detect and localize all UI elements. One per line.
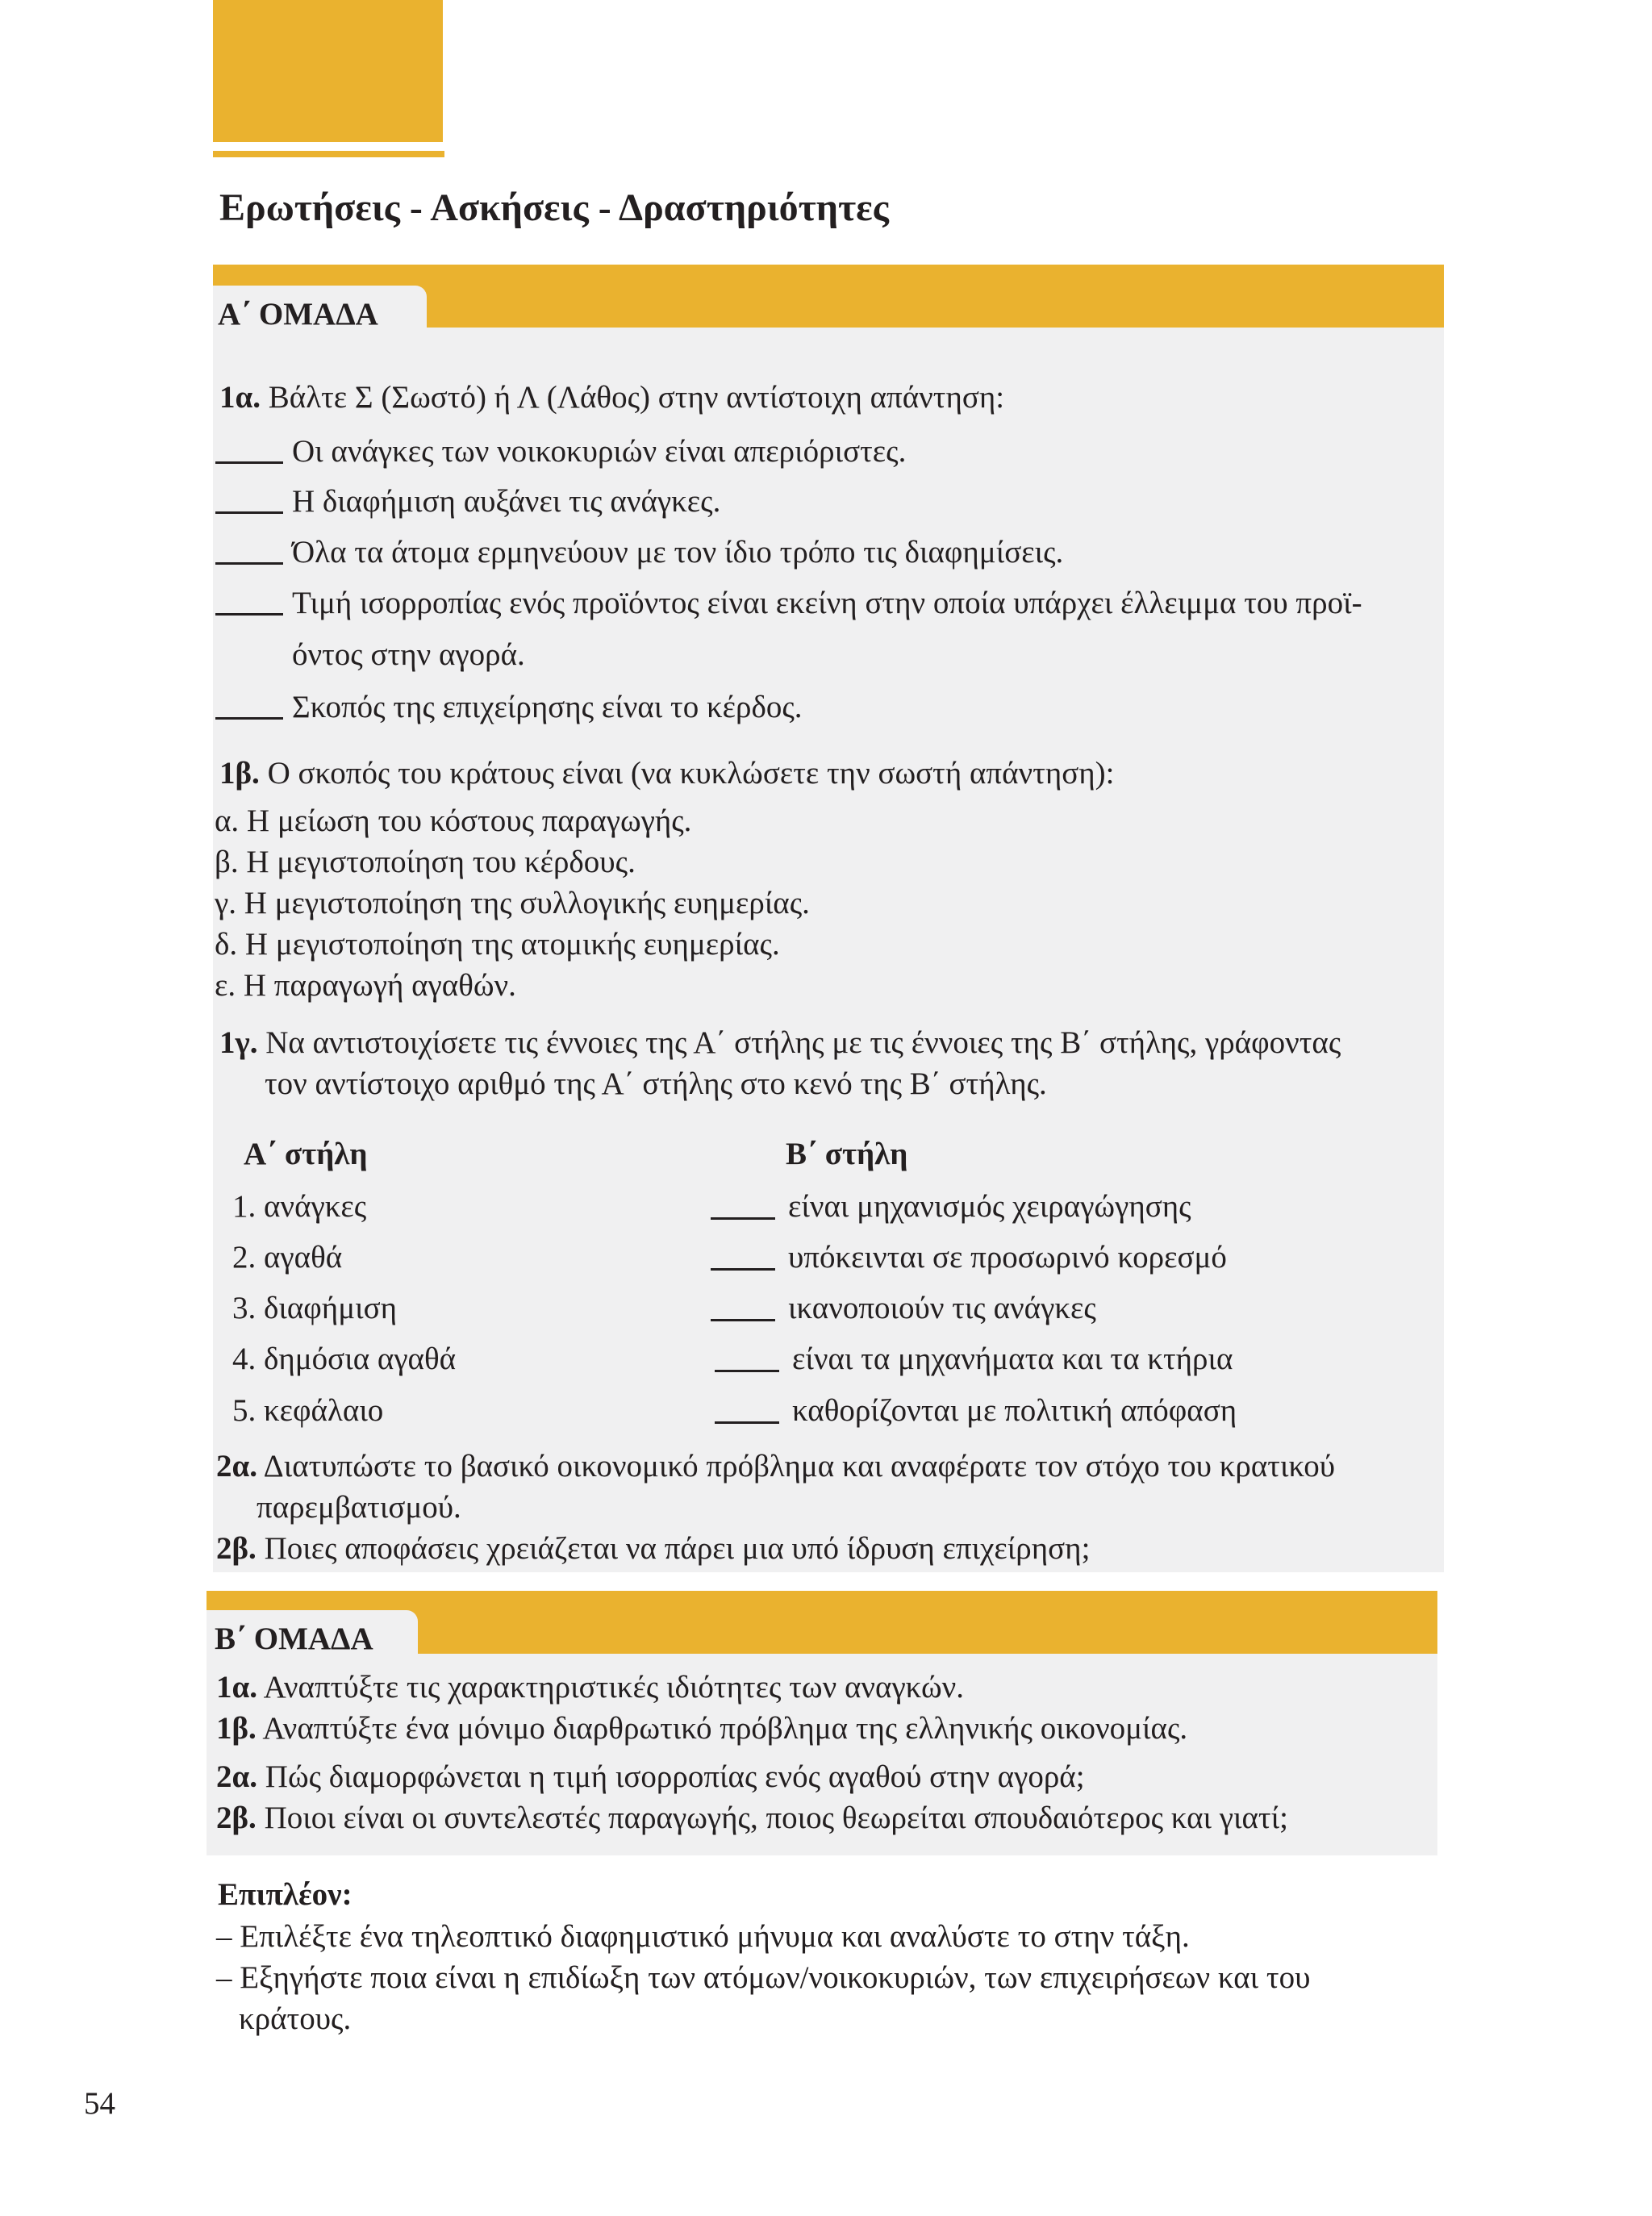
q1a-prompt [219,379,1004,416]
group-b-q1b [216,1710,1187,1747]
extra-heading-text: Επιπλέον: [218,1877,353,1912]
q1a-statement-continuation: όντος στην αγορά. [292,637,525,672]
column-b-heading: Β΄ στήλη [786,1137,908,1171]
column-b-item: υπόκεινται σε προσωρινό κορεσμό [788,1240,1227,1275]
q1b-option: ε. Η παραγωγή αγαθών. [215,968,516,1003]
match-blank [711,1268,775,1271]
q1c-text: Να αντιστοιχίσετε τις έννοιες της Α΄ στήλης με τις έννοιες της Β΄ στήλης, γράφοντας [257,1025,1341,1060]
column-a-heading: Α΄ στήλη [244,1137,368,1171]
q1c-number: 1γ. [219,1025,258,1060]
group-b-q1b-number: 1β. [216,1711,257,1746]
column-b-item: είναι μηχανισμός χειραγώγησης [788,1189,1191,1224]
match-blank [711,1319,775,1321]
q1b-option: δ. Η μεγιστοποίηση της ατομικής ευημερίας. [215,927,780,962]
q1a-text: Βάλτε Σ (Σωστό) ή Λ (Λάθος) στην αντίστοιχη απάντηση: [261,380,1005,415]
extra-item-continuation: κράτους. [239,2001,352,2036]
extra-item: – Εξηγήστε ποια είναι η επιδίωξη των ατόμων/νοικοκυριών, των επιχειρήσεων και του [216,1960,1311,1995]
header-accent-block [213,0,443,142]
q2b-text: Ποιες αποφάσεις χρειάζεται να πάρει μια υπό ίδρυση επιχείρηση; [256,1531,1091,1566]
page-number: 54 [84,2086,115,2121]
q1a-statement: Η διαφήμιση αυξάνει τις ανάγκες. [292,484,721,519]
q1a-statement: Τιμή ισορροπίας ενός προϊόντος είναι εκείνη στην οποία υπάρχει έλλειμμα του προϊ- [292,586,1362,620]
match-blank [715,1421,779,1424]
q2a-prompt [216,1448,1335,1485]
column-b-item: ικανοποιούν τις ανάγκες [788,1291,1096,1325]
q1b-text: Ο σκοπός του κράτους είναι (να κυκλώσετε την σωστή απάντηση): [259,756,1115,791]
column-a-item: 5. κεφάλαιο [232,1393,384,1428]
q1a-number: 1α. [219,380,261,415]
column-b-item: είναι τα μηχανήματα και τα κτήρια [792,1342,1233,1376]
match-blank [715,1370,779,1372]
answer-blank [215,613,283,616]
answer-blank [215,461,283,464]
q1a-statement: Οι ανάγκες των νοικοκυριών είναι απεριόριστες. [292,434,907,469]
group-b-q1b-text: Αναπτύξτε ένα μόνιμο διαρθρωτικό πρόβλημα της ελληνικής οικονομίας. [256,1711,1188,1746]
column-a-item: 1. ανάγκες [232,1189,367,1224]
group-b-q2a-number: 2α. [216,1759,258,1794]
group-b-q1a [216,1669,964,1706]
answer-blank [215,717,283,720]
q1b-option: α. Η μείωση του κόστους παραγωγής. [215,803,692,838]
q1b-option: β. Η μεγιστοποίηση του κέρδους. [215,845,636,879]
group-b-q2a [216,1759,1085,1796]
group-b-q2b-text: Ποιοι είναι οι συντελεστές παραγωγής, ποιος θεωρείται σπουδαιότερος και γιατί; [256,1801,1288,1835]
group-b-q1a-text: Αναπτύξτε τις χαρακτηριστικές ιδιότητες των αναγκών. [257,1670,965,1705]
q1b-prompt [219,755,1115,792]
group-a-label: Α΄ ΟΜΑΔΑ [218,297,378,332]
header-accent-line [213,151,444,157]
group-b-q2a-text: Πώς διαμορφώνεται η τιμή ισορροπίας ενός αγαθού στην αγορά; [257,1759,1085,1794]
column-b-item: καθορίζονται με πολιτική απόφαση [792,1393,1237,1428]
q2a-prompt-continuation: παρεμβατισμού. [257,1490,461,1525]
group-b-label: Β΄ ΟΜΑΔΑ [215,1621,373,1656]
q1b-option: γ. Η μεγιστοποίηση της συλλογικής ευημερίας. [215,886,810,920]
q2a-text: Διατυπώστε το βασικό οικονομικό πρόβλημα και αναφέρατε τον στόχο του κρατικού [257,1449,1336,1484]
answer-blank [215,511,283,514]
q1c-prompt-continuation: τον αντίστοιχο αριθμό της Α΄ στήλης στο κενό της Β΄ στήλης. [265,1066,1047,1101]
q2b-number: 2β. [216,1531,257,1566]
group-b-q2b [216,1800,1288,1837]
q1a-statement: Όλα τα άτομα ερμηνεύουν με τον ίδιο τρόπο τις διαφημίσεις. [292,535,1064,570]
column-a-item: 2. αγαθά [232,1240,343,1275]
extra-heading [218,1876,353,1913]
column-a-item: 4. δημόσια αγαθά [232,1342,457,1376]
answer-blank [215,562,283,565]
q1b-number: 1β. [219,756,260,791]
group-b-q2b-number: 2β. [216,1801,257,1835]
q2a-number: 2α. [216,1449,258,1484]
column-a-item: 3. διαφήμιση [232,1291,398,1325]
group-b-q1a-number: 1α. [216,1670,258,1705]
q1c-prompt [219,1025,1341,1062]
extra-item: – Επιλέξτε ένα τηλεοπτικό διαφημιστικό μήνυμα και αναλύστε το στην τάξη. [216,1919,1190,1954]
q1a-statement: Σκοπός της επιχείρησης είναι το κέρδος. [292,690,803,724]
match-blank [711,1217,775,1220]
q2b-prompt [216,1530,1090,1567]
page-title: Ερωτήσεις - Ασκήσεις - Δραστηριότητες [219,186,889,229]
